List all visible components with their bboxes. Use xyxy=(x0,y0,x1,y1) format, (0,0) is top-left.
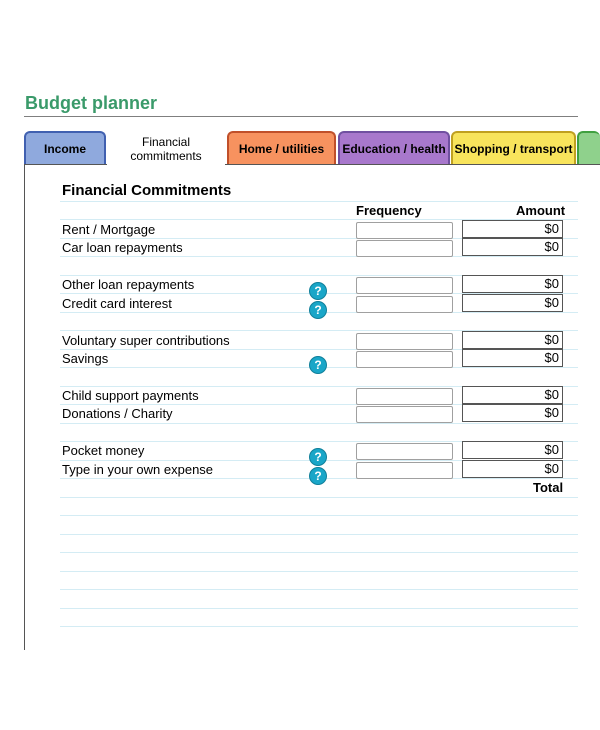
amount-input[interactable]: $0 xyxy=(462,386,563,404)
frequency-select[interactable] xyxy=(356,443,453,460)
tab-home-utilities[interactable]: Home / utilities xyxy=(227,131,336,164)
row-label: Type in your own expense xyxy=(62,462,214,477)
frequency-select[interactable] xyxy=(356,240,453,257)
title-divider xyxy=(24,116,578,117)
frequency-select[interactable] xyxy=(356,222,453,239)
tab-education-health[interactable]: Education / health xyxy=(338,131,450,164)
grid-line xyxy=(60,256,578,257)
row-label: Donations / Charity xyxy=(62,406,173,421)
help-icon[interactable]: ? xyxy=(309,448,327,466)
row-label: Voluntary super contributions xyxy=(62,333,230,348)
frequency-select[interactable] xyxy=(356,296,453,313)
row-label: Pocket money xyxy=(62,443,145,458)
grid-line xyxy=(60,626,578,627)
help-icon[interactable]: ? xyxy=(309,301,327,319)
total-label: Total xyxy=(533,480,564,495)
row-label: Car loan repayments xyxy=(62,240,183,255)
row-label: Savings xyxy=(62,351,109,366)
grid-line xyxy=(60,515,578,516)
amount-input[interactable]: $0 xyxy=(462,441,563,459)
row-label: Other loan repayments xyxy=(62,277,195,292)
amount-input[interactable]: $0 xyxy=(462,294,563,312)
tab-next[interactable] xyxy=(577,131,600,164)
help-icon[interactable]: ? xyxy=(309,356,327,374)
amount-header: Amount xyxy=(516,203,566,218)
row-label: Credit card interest xyxy=(62,296,172,311)
amount-input[interactable]: $0 xyxy=(462,349,563,367)
amount-input[interactable]: $0 xyxy=(462,275,563,293)
section-title: Financial Commitments xyxy=(62,182,232,199)
amount-input[interactable]: $0 xyxy=(462,220,563,238)
help-icon[interactable]: ? xyxy=(309,467,327,485)
row-label: Rent / Mortgage xyxy=(62,222,156,237)
row-label: Child support payments xyxy=(62,388,199,403)
grid-line xyxy=(60,571,578,572)
tab-shopping-transport[interactable]: Shopping / transport xyxy=(451,131,576,164)
tab-financial-commitments[interactable] xyxy=(107,131,225,167)
frequency-select[interactable] xyxy=(356,406,453,423)
amount-input[interactable]: $0 xyxy=(462,238,563,256)
tab-financial-label: Financial commitments xyxy=(130,135,202,163)
panel-border xyxy=(24,164,25,650)
grid-line xyxy=(60,497,578,498)
grid-line xyxy=(60,423,578,424)
help-icon[interactable]: ? xyxy=(309,282,327,300)
frequency-select[interactable] xyxy=(356,333,453,350)
tab-income[interactable]: Income xyxy=(24,131,106,164)
grid-line xyxy=(60,552,578,553)
grid-line xyxy=(60,589,578,590)
grid-line xyxy=(60,201,578,202)
amount-input[interactable]: $0 xyxy=(462,331,563,349)
amount-input[interactable]: $0 xyxy=(462,460,563,478)
frequency-header: Frequency xyxy=(356,203,422,218)
grid-line xyxy=(60,608,578,609)
page-title: Budget planner xyxy=(25,93,158,113)
frequency-select[interactable] xyxy=(356,277,453,294)
grid-line xyxy=(60,534,578,535)
frequency-select[interactable] xyxy=(356,351,453,368)
frequency-select[interactable] xyxy=(356,462,453,479)
frequency-select[interactable] xyxy=(356,388,453,405)
amount-input[interactable]: $0 xyxy=(462,404,563,422)
